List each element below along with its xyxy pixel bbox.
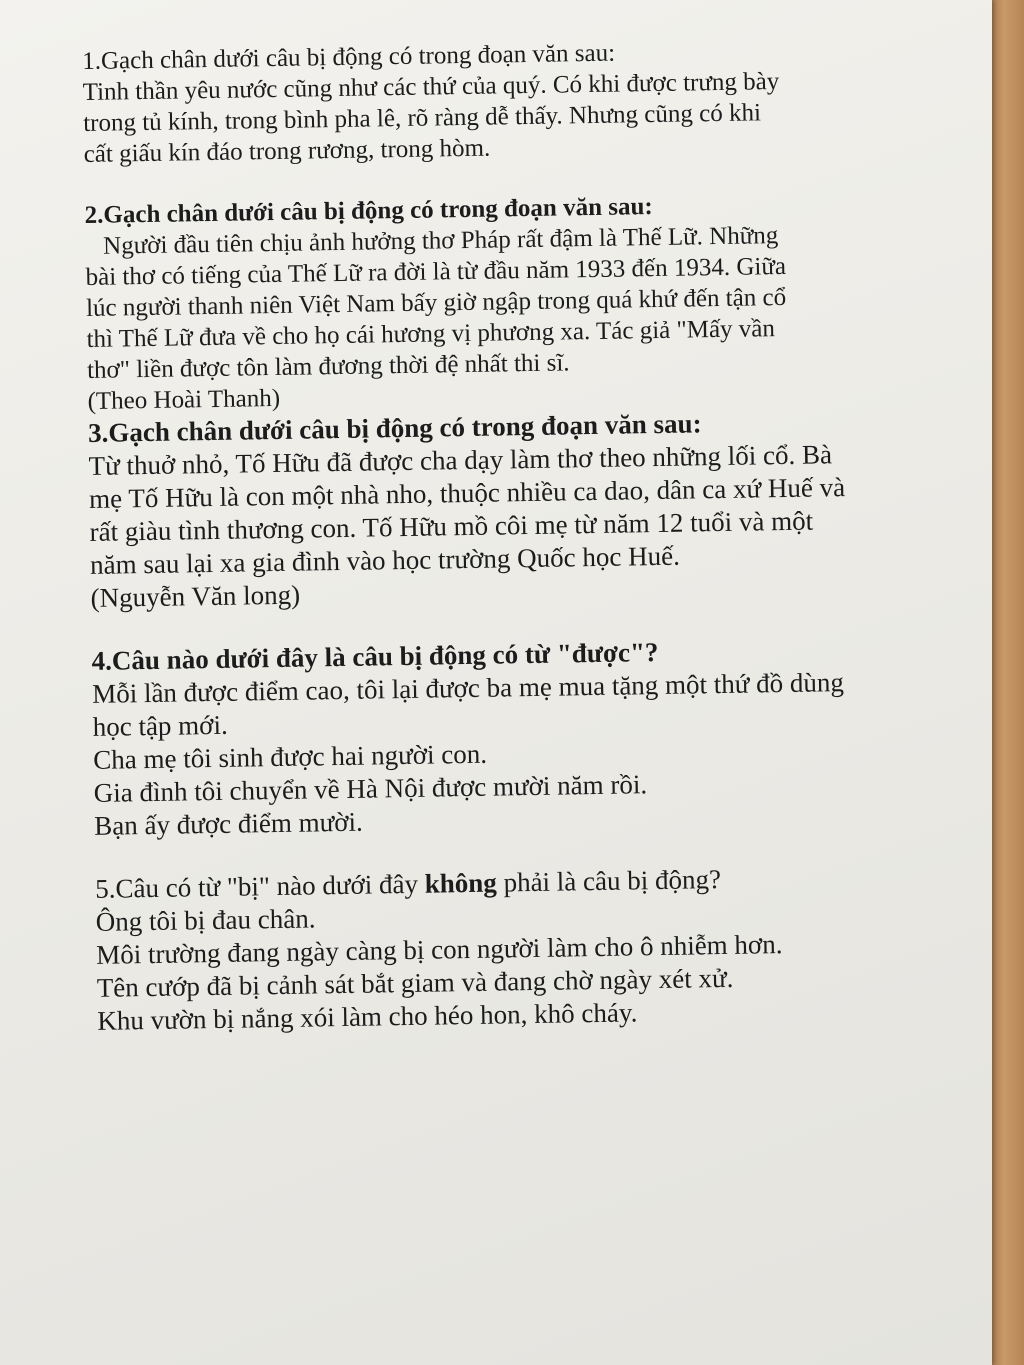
question-5-title-end: phải là câu bị động? [496,864,722,898]
question-2-passage-line: thì Thế Lữ đưa về cho họ cái hương vị phương xa. Tác giả "Mấy vần [86,315,776,353]
question-2-title: 2.Gạch chân dưới câu bị động có trong đoạn văn sau: [84,193,653,229]
question-3-passage-line: mẹ Tố Hữu là con một nhà nho, thuộc nhiều ca dao, dân ca xứ Huế và [88,472,846,514]
question-1-title: 1.Gạch chân dưới câu bị động có trong đoạn văn sau: [82,39,616,75]
question-5-option: Tên cướp đã bị cảnh sát bắt giam và đang chờ ngày xét xử. [96,962,734,1003]
question-3-source: (Nguyễn Văn long) [90,579,301,613]
question-1-passage-line: cất giấu kín đáo trong rương, trong hòm. [83,134,491,168]
question-5 [95,860,927,1038]
question-3-passage-line: rất giàu tình thương con. Tố Hữu mồ côi mẹ từ năm 12 tuổi và một [89,505,814,547]
worksheet-content [82,33,927,1038]
question-3-title: 3.Gạch chân dưới câu bị động có trong đoạn văn sau: [87,408,702,448]
question-1-passage-line: trong tủ kính, trong bình pha lê, rõ ràng dễ thấy. Nhưng cũng có khi [83,99,762,137]
question-1-passage-line: Tinh thần yêu nước cũng như các thứ của quý. Có khi được trưng bày [82,68,780,106]
question-4 [91,632,924,843]
question-4-option: Mỗi lần được điểm cao, tôi lại được ba mẹ mua tặng một thứ đồ dùng [91,667,845,709]
question-5-option: Ông tôi bị đau chân. [95,903,316,937]
question-5-option: Khu vườn bị nắng xói làm cho héo hon, khô cháy. [97,997,638,1036]
question-2 [84,187,917,417]
question-2-passage-line: lúc người thanh niên Việt Nam bấy giờ ngập trong quá khứ đến tận cổ [85,283,787,322]
question-2-passage-line: thơ" liền được tôn làm đương thời đệ nhất thi sĩ. [86,349,570,384]
question-3 [88,404,921,615]
question-5-title-emphasis: không [424,867,498,899]
question-2-passage-line: Người đầu tiên chịu ảnh hưởng thơ Pháp rất đậm là Thế Lữ. Những [102,222,779,260]
question-4-option: Bạn ấy được điểm mười. [94,806,363,841]
question-2-source: (Theo Hoài Thanh) [87,384,281,415]
question-4-option: Cha mẹ tôi sinh được hai người con. [92,738,488,775]
question-5-option: Môi trường đang ngày càng bị con người làm cho ô nhiễm hơn. [96,929,783,970]
question-2-passage-line: bài thơ có tiếng của Thế Lữ ra đời là từ đầu năm 1933 đến 1934. Giữa [85,252,787,291]
question-3-passage-line: năm sau lại xa gia đình vào học trường Quốc học Huế. [89,540,681,580]
question-5-title-start: 5.Câu có từ "bị" nào dưới đây [95,868,425,904]
table-surface [990,0,1024,1365]
question-3-passage-line: Từ thuở nhỏ, Tố Hữu đã được cha dạy làm thơ theo những lối cổ. Bà [88,439,833,481]
question-4-option: học tập mới. [92,709,228,742]
question-4-title: 4.Câu nào dưới đây là câu bị động có từ "được"? [91,637,659,676]
question-4-option: Gia đình tôi chuyển về Hà Nội được mười năm rồi. [93,769,648,808]
question-1 [82,33,914,170]
